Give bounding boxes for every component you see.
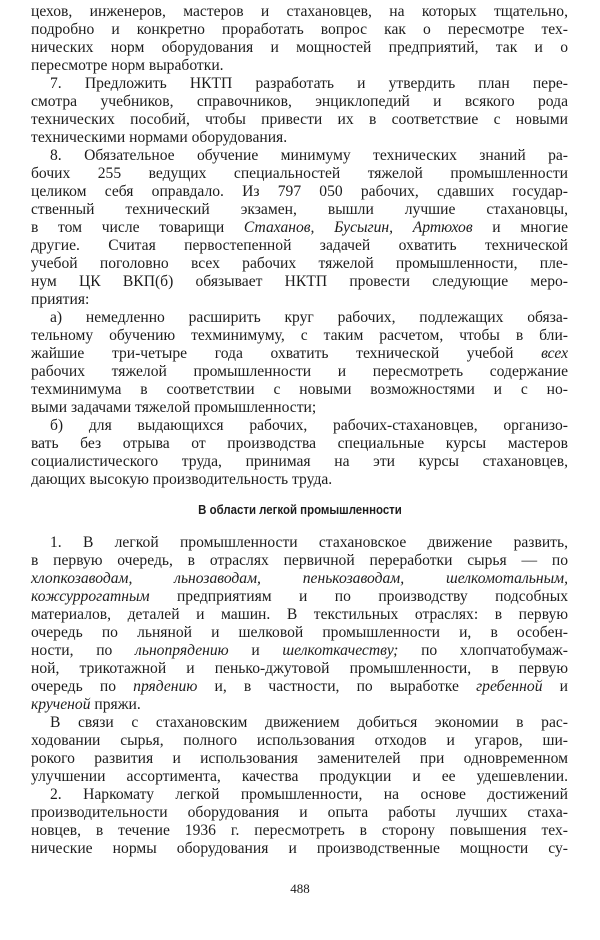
text-span: и многие xyxy=(472,219,568,236)
text-line: В связи с стахановским движением добиться экономии в рас- xyxy=(50,714,568,731)
italic-text: шелкоткачеству; xyxy=(282,642,399,659)
text-line: улучшении ассортимента, качества продукции и ее удешевлении. xyxy=(31,768,568,785)
text-line: рокого развития и использования заменителей при одновременном xyxy=(31,750,568,767)
text-span: и, в частности, по выработке xyxy=(197,678,477,695)
italic-text: крученой xyxy=(31,696,91,713)
text-line: новцев, в течение 1936 г. пересмотреть в сторону повышения тех- xyxy=(31,822,568,839)
text-line: приятия: xyxy=(31,291,90,308)
italic-text: прядению xyxy=(133,678,198,695)
italic-text: хлопкозаводам, льнозаводам, пенькозаводам, шелкомотальным, xyxy=(31,570,568,587)
text-line: техминимума в соответствии с новыми возможностями и с но- xyxy=(31,381,568,398)
text-line: 2. Наркомату легкой промышленности, на основе достижений xyxy=(50,786,568,803)
text-span: очередь по xyxy=(31,678,134,695)
italic-text: гребенной xyxy=(476,678,543,695)
text-line: цехов, инженеров, мастеров и стахановцев, на которых тщательно, xyxy=(31,3,568,20)
text-line xyxy=(31,696,568,714)
text-line: другие. Считая первостепенной задачей охватить технической xyxy=(31,237,568,254)
text-line: бочих 255 ведущих специальностей тяжелой промышленности xyxy=(31,165,568,182)
paragraph xyxy=(31,534,568,714)
text-line xyxy=(31,642,568,660)
text-line: а) немедленно расширить круг рабочих, подлежащих обяза- xyxy=(50,309,568,326)
text-section-light-industry xyxy=(31,534,568,858)
text-line: в первую очередь, в отраслях первичной переработки сырья — по xyxy=(31,552,568,569)
paragraph xyxy=(31,75,568,147)
text-line: очередь по льняной и шелковой промышленности и, в особен- xyxy=(31,624,568,641)
text-line xyxy=(31,570,568,588)
paragraph xyxy=(31,417,568,489)
text-line: нум ЦК ВКП(б) обязывает НКТП провести следующие меро- xyxy=(31,273,568,290)
text-span: в том числе товарищи xyxy=(31,219,244,236)
text-line: социалистического труда, принимая на эти курсы стахановцев, xyxy=(31,453,568,470)
text-line: 7. Предложить НКТП разработать и утвердить план пере- xyxy=(50,75,568,92)
text-line: тельному обучению техминимуму, с таким расчетом, чтобы в бли- xyxy=(31,327,568,344)
text-span: жайшие три-четыре года охватить технической учебой xyxy=(31,345,542,362)
text-line xyxy=(31,678,568,696)
text-line: целиком себя оправдало. Из 797 050 рабочих, сдавших государ- xyxy=(31,183,568,200)
text-line xyxy=(31,219,568,237)
text-line: материалов, деталей и машин. В текстильных отраслях: в первую xyxy=(31,606,568,623)
text-span: и xyxy=(228,642,283,659)
text-line: ственный технический экзамен, вышли лучшие стахановцы, xyxy=(31,201,568,218)
text-line: технических пособий, чтобы привести их в соответствие с новыми xyxy=(31,111,568,128)
text-section-heavy-industry xyxy=(31,3,568,489)
text-line: производительности оборудования и опыта работы лучших стаха- xyxy=(31,804,568,821)
page-number: 488 xyxy=(290,881,310,896)
text-line: рабочих тяжелой промышленности и пересмотреть содержание xyxy=(31,363,568,380)
italic-text: кожсуррогатным xyxy=(31,588,150,605)
paragraph xyxy=(31,714,568,786)
text-line xyxy=(31,588,568,606)
text-line: вать без отрыва от производства специальные курсы мастеров xyxy=(31,435,568,452)
text-line: подробно и конкретно проработать вопрос как о пересмотре тех- xyxy=(31,21,568,38)
text-span: ности, по xyxy=(31,642,136,659)
text-line: ной, трикотажной и пенько-джутовой промышленности, в первую xyxy=(31,660,568,677)
text-line: смотра учебников, справочников, энциклопедий и всякого рода xyxy=(31,93,568,110)
text-line xyxy=(31,345,568,363)
paragraph xyxy=(31,786,568,858)
text-line: пересмотре норм выработки. xyxy=(31,57,224,74)
text-line: техническими нормами оборудования. xyxy=(31,129,288,146)
text-line: выми задачами тяжелой промышленности; xyxy=(31,399,317,416)
text-line: нические нормы оборудования и производственные мощности су- xyxy=(31,840,568,857)
text-line: учебой поголовно всех рабочих тяжелой промышленности, пле- xyxy=(31,255,568,272)
text-line: 8. Обязательное обучение минимуму технических знаний ра- xyxy=(50,147,568,164)
text-line: ходовании сырья, полного использования отходов и угаров, ши- xyxy=(31,732,568,749)
text-line: дающих высокую производительность труда. xyxy=(31,471,333,488)
italic-text: льнопрядению xyxy=(135,642,229,659)
text-line: 1. В легкой промышленности стахановское движение развить, xyxy=(50,534,568,551)
paragraph xyxy=(31,147,568,309)
text-span: и xyxy=(542,678,569,695)
text-span: по хлопчатобумаж- xyxy=(398,642,568,659)
text-span: предприятиям и по производству подсобных xyxy=(149,588,568,605)
text-line: нических норм оборудования и мощностей предприятий, так и о xyxy=(31,39,568,56)
italic-text: всех xyxy=(541,345,568,362)
text-line: б) для выдающихся рабочих, рабочих-стахановцев, организо- xyxy=(50,417,568,434)
paragraph xyxy=(31,3,568,75)
paragraph xyxy=(31,309,568,417)
italic-text: Стаханов, Бусыгин, Артюхов xyxy=(243,219,473,236)
section-heading: В области легкой промышленности xyxy=(198,502,402,517)
text-span: пряжи. xyxy=(90,696,141,713)
